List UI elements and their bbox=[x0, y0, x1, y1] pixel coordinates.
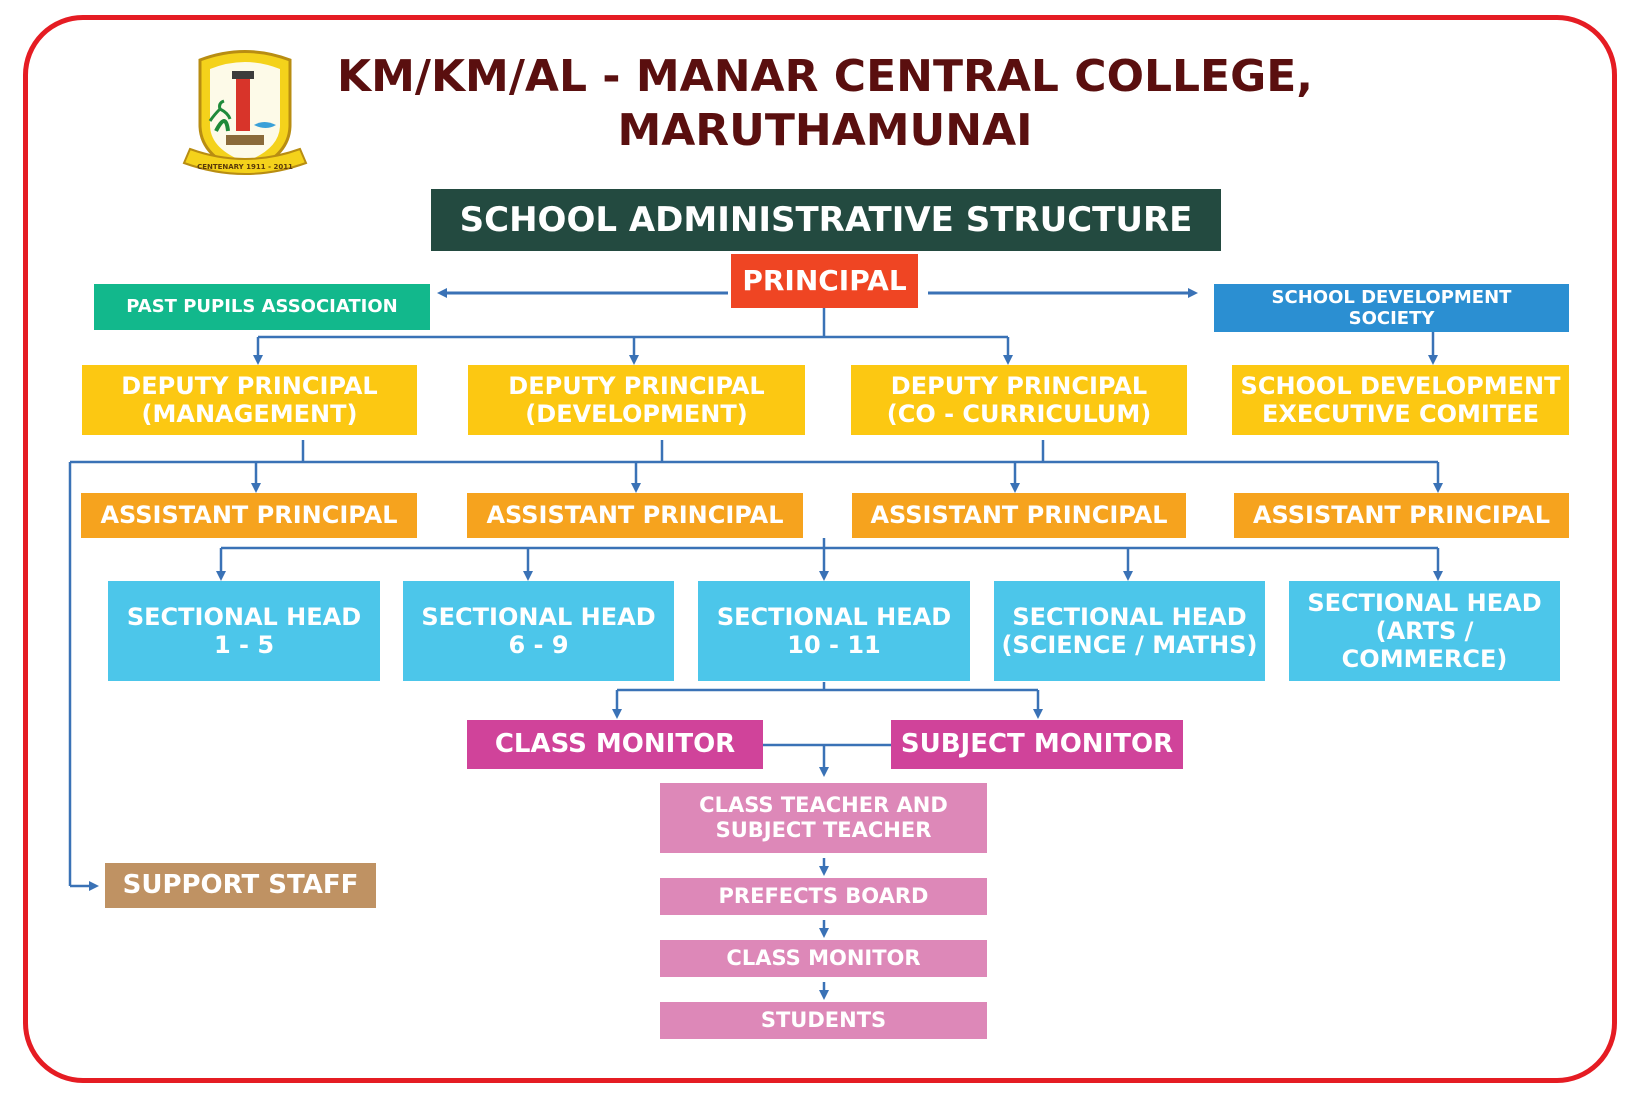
class-monitor-box-2: CLASS MONITOR bbox=[660, 940, 987, 977]
subject-monitor-box: SUBJECT MONITOR bbox=[891, 720, 1183, 769]
assistant-principal-box-1: ASSISTANT PRINCIPAL bbox=[81, 493, 417, 538]
principal-box: PRINCIPAL bbox=[731, 254, 918, 308]
sectional-head-1-5-box: SECTIONAL HEAD 1 - 5 bbox=[108, 581, 380, 681]
assistant-principal-box-3: ASSISTANT PRINCIPAL bbox=[852, 493, 1186, 538]
assistant-principal-box-4: ASSISTANT PRINCIPAL bbox=[1234, 493, 1569, 538]
diagram-title: SCHOOL ADMINISTRATIVE STRUCTURE bbox=[431, 189, 1221, 251]
sectional-head-6-9-box: SECTIONAL HEAD 6 - 9 bbox=[403, 581, 674, 681]
class-monitor-box: CLASS MONITOR bbox=[467, 720, 763, 769]
past-pupils-association-box: PAST PUPILS ASSOCIATION bbox=[94, 284, 430, 330]
sectional-head-science-maths-box: SECTIONAL HEAD (SCIENCE / MATHS) bbox=[994, 581, 1265, 681]
logo-motto: CENTENARY 1911 - 2011 bbox=[197, 163, 293, 171]
deputy-principal-development-box: DEPUTY PRINCIPAL (DEVELOPMENT) bbox=[468, 365, 805, 435]
assistant-principal-box-2: ASSISTANT PRINCIPAL bbox=[467, 493, 803, 538]
sectional-head-10-11-box: SECTIONAL HEAD 10 - 11 bbox=[698, 581, 970, 681]
class-subject-teacher-box: CLASS TEACHER AND SUBJECT TEACHER bbox=[660, 783, 987, 853]
support-staff-box: SUPPORT STAFF bbox=[105, 863, 376, 908]
deputy-principal-management-box: DEPUTY PRINCIPAL (MANAGEMENT) bbox=[82, 365, 417, 435]
deputy-principal-cocurriculum-box: DEPUTY PRINCIPAL (CO - CURRICULUM) bbox=[851, 365, 1187, 435]
school-development-society-box: SCHOOL DEVELOPMENT SOCIETY bbox=[1214, 284, 1569, 332]
prefects-board-box: PREFECTS BOARD bbox=[660, 878, 987, 915]
students-box: STUDENTS bbox=[660, 1002, 987, 1039]
school-development-executive-committee-box: SCHOOL DEVELOPMENT EXECUTIVE COMITEE bbox=[1232, 365, 1569, 435]
college-name-line1: KM/KM/AL - MANAR CENTRAL COLLEGE, bbox=[337, 51, 1313, 102]
college-name-line2: MARUTHAMUNAI bbox=[617, 105, 1033, 156]
school-crest-icon bbox=[180, 45, 310, 185]
sectional-head-arts-commerce-box: SECTIONAL HEAD (ARTS / COMMERCE) bbox=[1289, 581, 1560, 681]
